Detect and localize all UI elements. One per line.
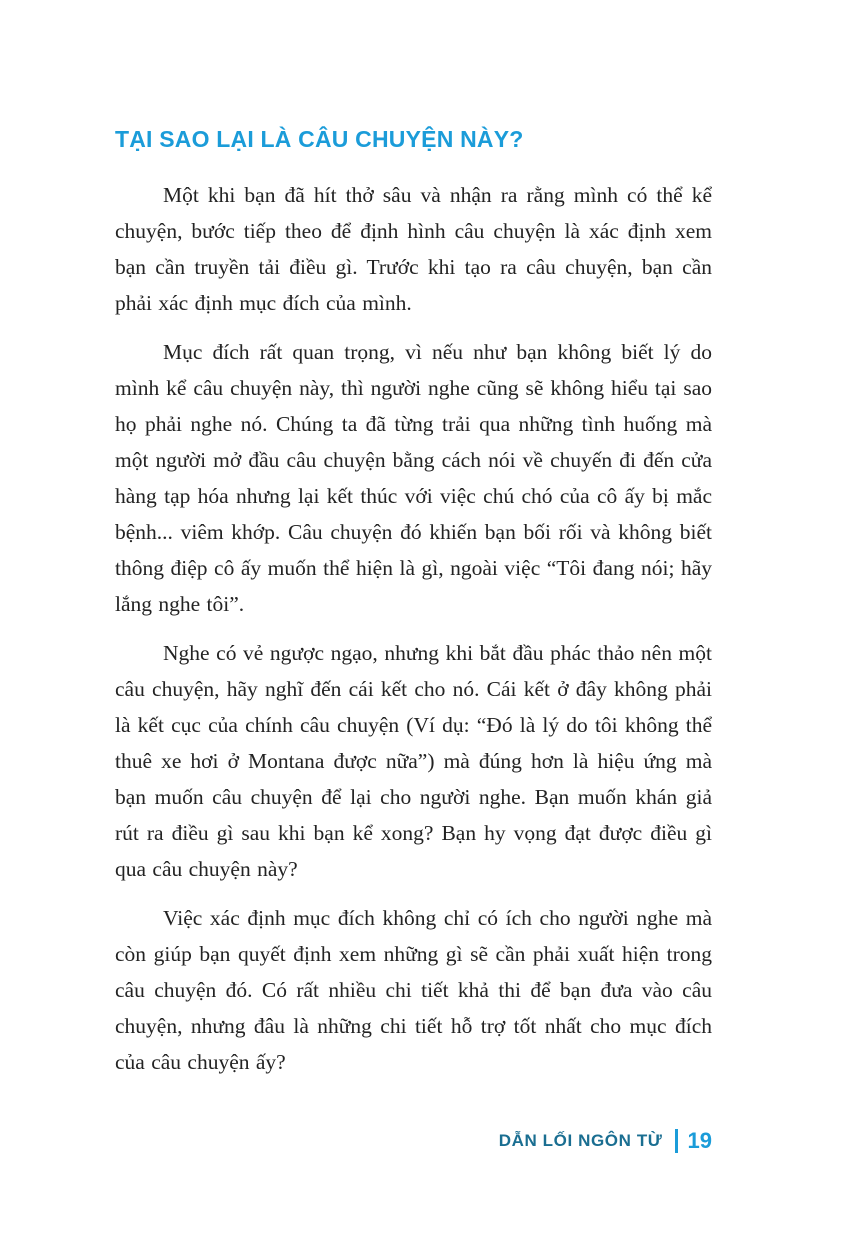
body-paragraph-3: Nghe có vẻ ngược ngạo, nhưng khi bắt đầu phác thảo nên một câu chuyện, hãy nghĩ đến cái kết cho nó. Cái kết ở đây không phải là kết cục của chính câu chuyện (Ví dụ: “Đó là lý do tôi không thể thuê xe hơi ở Montana được nữa”) mà đúng hơn là hiệu ứng mà bạn muốn câu chuyện để lại cho người nghe. Bạn muốn khán giả rút ra điều gì sau khi bạn kể xong? Bạn hy vọng đạt được điều gì qua câu chuyện này? — [115, 641, 712, 881]
footer-separator — [675, 1129, 678, 1153]
page-content — [115, 126, 712, 1093]
page-footer — [499, 1128, 712, 1154]
body-paragraph-1: Một khi bạn đã hít thở sâu và nhận ra rằng mình có thể kể chuyện, bước tiếp theo để định hình câu chuyện là xác định xem bạn cần truyền tải điều gì. Trước khi tạo ra câu chuyện, bạn cần phải xác định mục đích của mình. — [115, 183, 712, 315]
running-footer-title: DẪN LỐI NGÔN TỪ — [498, 1131, 663, 1150]
section-heading: TẠI SAO LẠI LÀ CÂU CHUYỆN NÀY? — [115, 126, 524, 152]
page-number: 19 — [687, 1128, 712, 1153]
body-paragraph-4: Việc xác định mục đích không chỉ có ích cho người nghe mà còn giúp bạn quyết định xem những gì sẽ cần phải xuất hiện trong câu chuyện đó. Có rất nhiều chi tiết khả thi để bạn đưa vào câu chuyện, nhưng đâu là những chi tiết hỗ trợ tốt nhất cho mục đích của câu chuyện ấy? — [115, 906, 712, 1074]
body-paragraph-2: Mục đích rất quan trọng, vì nếu như bạn không biết lý do mình kể câu chuyện này, thì người nghe cũng sẽ không hiểu tại sao họ phải nghe nó. Chúng ta đã từng trải qua những tình huống mà một người mở đầu câu chuyện bằng cách nói về chuyến đi đến cửa hàng tạp hóa nhưng lại kết thúc với việc chú chó của cô ấy bị mắc bệnh... viêm khớp. Câu chuyện đó khiến bạn bối rối và không biết thông điệp cô ấy muốn thể hiện là gì, ngoài việc “Tôi đang nói; hãy lắng nghe tôi”. — [115, 340, 712, 616]
